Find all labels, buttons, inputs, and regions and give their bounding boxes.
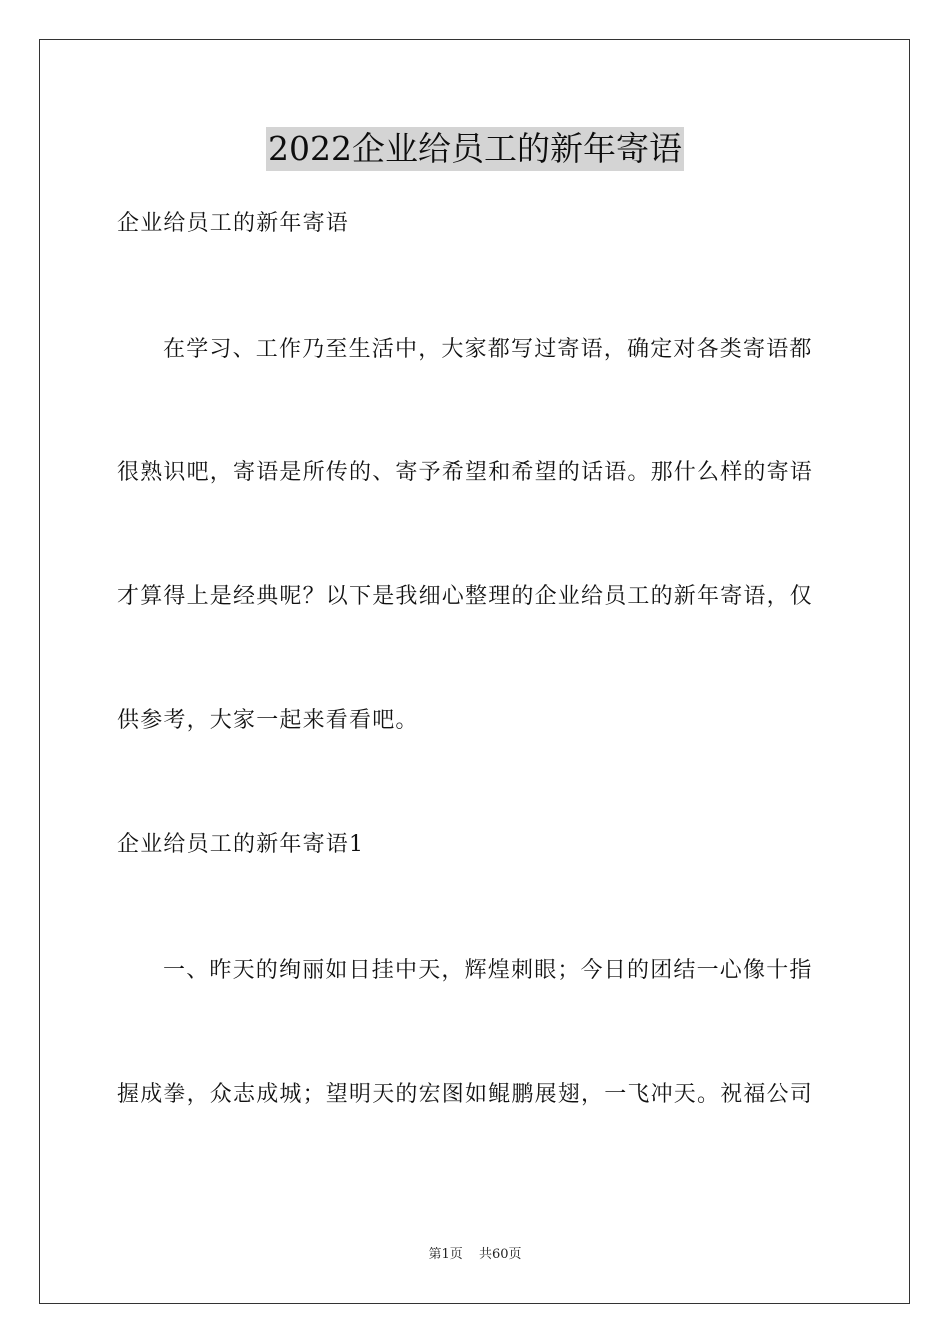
page-number-current: 第1页 <box>428 1247 463 1262</box>
paragraph-line: 在学习、工作乃至生活中，大家都写过寄语，确定对各类寄语都 <box>163 337 813 362</box>
page-footer <box>0 1246 950 1264</box>
section-heading: 企业给员工的新年寄语1 <box>117 832 365 857</box>
subtitle-line: 企业给员工的新年寄语 <box>117 211 350 236</box>
paragraph-line: 握成拳，众志成城；望明天的宏图如鲲鹏展翅，一飞冲天。祝福公司 <box>117 1082 814 1107</box>
page-number-total: 共60页 <box>478 1247 522 1262</box>
paragraph-line: 供参考，大家一起来看看吧。 <box>117 708 419 733</box>
paragraph-line: 一、昨天的绚丽如日挂中天，辉煌刺眼；今日的团结一心像十指 <box>163 958 813 983</box>
paragraph-line: 很熟识吧，寄语是所传的、寄予希望和希望的话语。那什么样的寄语 <box>117 460 814 485</box>
document-title: 2022企业给员工的新年寄语 <box>266 127 684 171</box>
paragraph-line: 才算得上是经典呢？以下是我细心整理的企业给员工的新年寄语，仅 <box>117 584 814 609</box>
title-container <box>0 127 950 171</box>
